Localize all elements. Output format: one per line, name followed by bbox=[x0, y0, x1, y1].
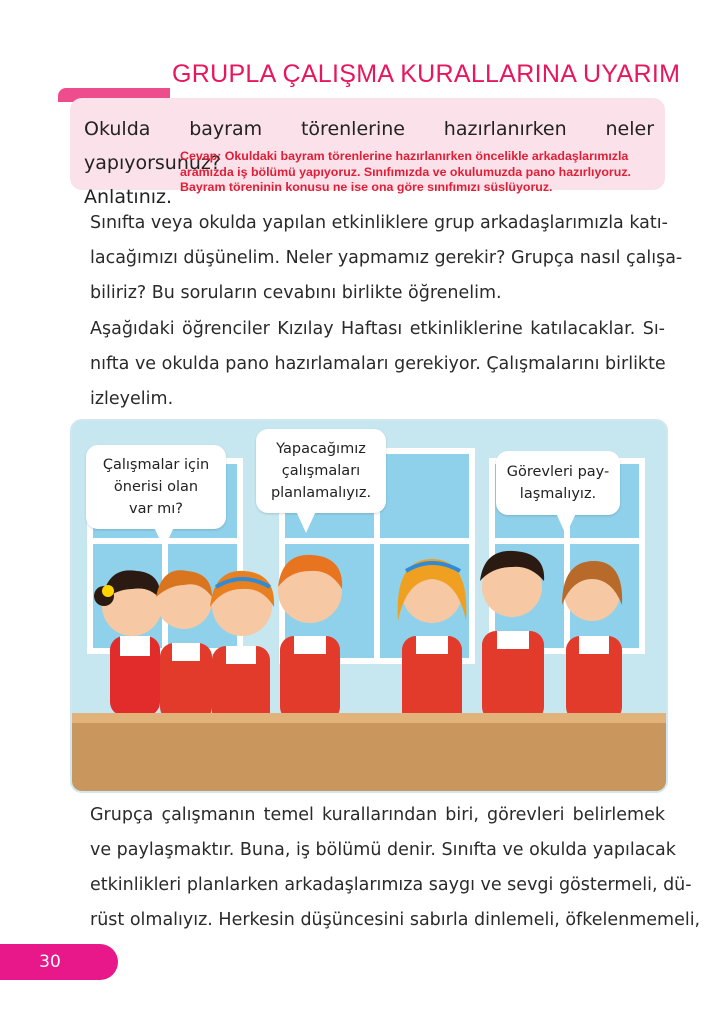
bubble-middle-line-2: çalışmaları bbox=[281, 463, 361, 479]
paragraph-line: nıfta ve okulda pano hazırlamaları gerekiyor. Çalışmalarını birlikte bbox=[90, 354, 666, 374]
rules-paragraph bbox=[90, 798, 701, 938]
question-line-1: Okulda bayram törenlerine hazırlanırken neler yapıyorsunuz? bbox=[84, 118, 654, 174]
student-4 bbox=[278, 555, 342, 721]
bubble-left-line-2: önerisi olan bbox=[113, 479, 199, 495]
bubble-tail bbox=[296, 511, 316, 533]
speech-bubble-left bbox=[86, 445, 226, 529]
paragraph-line: Aşağıdaki öğrenciler Kızılay Haftası etkinliklerine katılacaklar. Sı- bbox=[90, 319, 665, 339]
paragraph-line: biliriz? Bu soruların cevabını birlikte öğrenelim. bbox=[90, 283, 502, 303]
paragraph-line: Grupça çalışmanın temel kurallarından biri, görevleri belirlemek bbox=[90, 805, 665, 825]
paragraph-line: lacağımızı düşünelim. Neler yapmamız gerekir? Grupça nasıl çalışa- bbox=[90, 248, 683, 268]
speech-bubble-right bbox=[496, 451, 620, 515]
paragraph-line: etkinlikleri planlarken arkadaşlarımıza saygı ve sevgi göstermeli, dü- bbox=[90, 875, 692, 895]
answer-line-2: aramızda iş bölümü yapıyoruz. Sınıfımızda ve okulumuzda pano hazırlıyoruz. bbox=[180, 164, 631, 179]
bubble-middle-line-3: planlamalıyız. bbox=[270, 485, 372, 501]
students-paragraph bbox=[90, 312, 665, 417]
bubble-left-line-3: var mı? bbox=[129, 501, 183, 517]
bubble-tail bbox=[154, 527, 174, 549]
page-title: GRUPLA ÇALIŞMA KURALLARINA UYARIM bbox=[172, 60, 681, 88]
question-line-2: Anlatınız. bbox=[84, 186, 173, 208]
answer-line-3: Bayram töreninin konusu ne ise ona göre sınıfımızı süslüyoruz. bbox=[180, 180, 553, 194]
classroom-table bbox=[72, 713, 666, 791]
bubble-tail bbox=[556, 513, 576, 535]
paragraph-line: rüst olmalıyız. Herkesin düşüncesini sabırla dinlemeli, öfkelenmemeli, bbox=[90, 910, 701, 930]
answer-line-1: Cevap: Okuldaki bayram törenlerine hazırlanırken öncelikle arkadaşlarımızla bbox=[180, 149, 629, 163]
student-7 bbox=[562, 561, 622, 721]
answer-text bbox=[180, 149, 710, 196]
paragraph-line: Sınıfta veya okulda yapılan etkinliklere grup arkadaşlarımızla katı- bbox=[90, 213, 668, 233]
speech-bubble-middle bbox=[256, 429, 386, 513]
intro-paragraph bbox=[90, 206, 683, 311]
student-5 bbox=[398, 559, 467, 726]
student-6 bbox=[480, 551, 544, 721]
paragraph-line: ve paylaşmaktır. Buna, iş bölümü denir. Sınıfta ve okulda yapılacak bbox=[90, 840, 676, 860]
classroom-illustration bbox=[72, 421, 666, 791]
page-number: 30 bbox=[39, 952, 61, 972]
bubble-right-line-1: Görevleri pay- bbox=[506, 464, 610, 480]
bubble-right-line-2: laşmalıyız. bbox=[519, 486, 597, 502]
bubble-left-line-1: Çalışmalar için bbox=[102, 457, 210, 473]
paragraph-line: izleyelim. bbox=[90, 389, 174, 409]
bubble-middle-line-1: Yapacağımız bbox=[276, 441, 366, 457]
